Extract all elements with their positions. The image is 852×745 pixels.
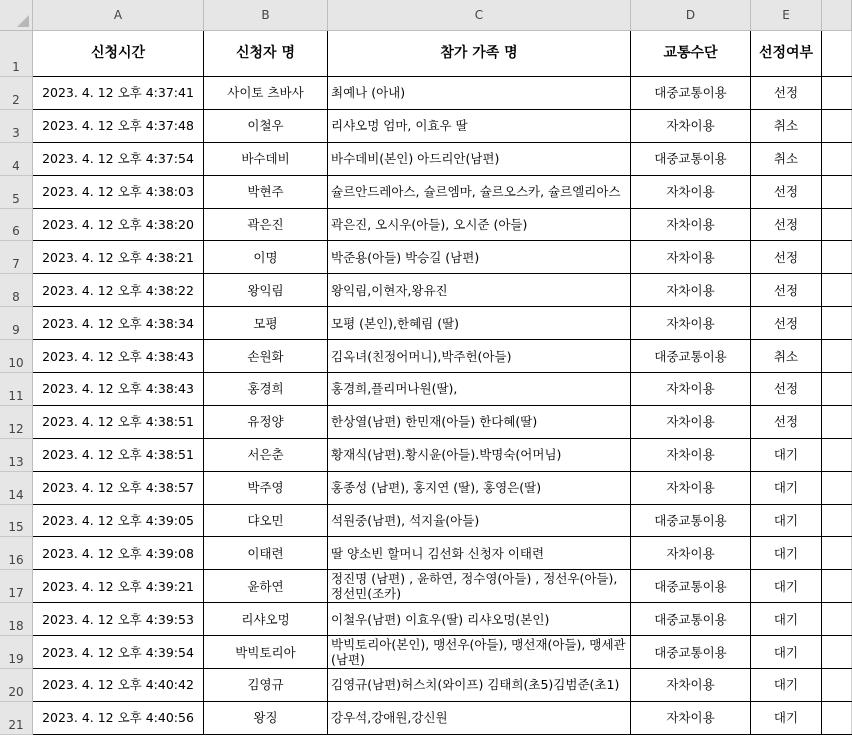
cell-time[interactable]: 2023. 4. 12 오후 4:38:22: [33, 274, 204, 306]
empty-cell[interactable]: [822, 274, 852, 306]
row-header[interactable]: 7: [0, 241, 33, 274]
cell-transport[interactable]: 자차이용: [631, 537, 751, 569]
cell-time[interactable]: 2023. 4. 12 오후 4:37:41: [33, 77, 204, 109]
cell-family[interactable]: 김옥녀(친정어머니),박주헌(아들): [328, 340, 631, 372]
cell-transport[interactable]: 자차이용: [631, 472, 751, 504]
cell-status[interactable]: 대기: [751, 439, 822, 471]
empty-cell[interactable]: [822, 110, 852, 142]
cell-applicant[interactable]: 댜오민: [204, 505, 328, 537]
empty-cell[interactable]: [822, 307, 852, 339]
row-header[interactable]: 17: [0, 570, 33, 603]
cell-family[interactable]: 곽은진, 오시우(아들), 오시준 (아들): [328, 209, 631, 241]
row-header[interactable]: 1: [0, 31, 33, 77]
cell-transport[interactable]: 대중교통이용: [631, 603, 751, 635]
cell-status[interactable]: 대기: [751, 636, 822, 668]
cell-status[interactable]: 취소: [751, 143, 822, 175]
cell-applicant[interactable]: 왕징: [204, 702, 328, 734]
select-all-corner[interactable]: [0, 0, 33, 31]
table-row: [33, 702, 852, 735]
row-header[interactable]: 15: [0, 505, 33, 538]
cell-applicant[interactable]: 모평: [204, 307, 328, 339]
table-row: [33, 143, 852, 176]
column-header-e[interactable]: E: [751, 0, 822, 31]
cell-transport[interactable]: 자차이용: [631, 241, 751, 273]
row-header[interactable]: 5: [0, 176, 33, 209]
cell-transport[interactable]: 자차이용: [631, 439, 751, 471]
empty-cell[interactable]: [822, 570, 852, 602]
table-row: [33, 373, 852, 406]
cell-status[interactable]: 대기: [751, 505, 822, 537]
empty-cell[interactable]: [822, 636, 852, 668]
cell-time[interactable]: 2023. 4. 12 오후 4:38:20: [33, 209, 204, 241]
row-header[interactable]: 16: [0, 537, 33, 570]
cell-transport[interactable]: 대중교통이용: [631, 77, 751, 109]
empty-cell[interactable]: [822, 209, 852, 241]
cell-transport[interactable]: 자차이용: [631, 307, 751, 339]
table-row: [33, 570, 852, 603]
cell-time[interactable]: 2023. 4. 12 오후 4:39:08: [33, 537, 204, 569]
cell-time[interactable]: 2023. 4. 12 오후 4:38:51: [33, 439, 204, 471]
cell-family[interactable]: 한상열(남편) 한민재(아들) 한다혜(딸): [328, 406, 631, 438]
cell-applicant[interactable]: 유정양: [204, 406, 328, 438]
cell-family[interactable]: 이철우(남편) 이효우(딸) 리샤오멍(본인): [328, 603, 631, 635]
cell-time[interactable]: 2023. 4. 12 오후 4:38:34: [33, 307, 204, 339]
cell-time[interactable]: 2023. 4. 12 오후 4:38:03: [33, 176, 204, 208]
cell-applicant[interactable]: 김영규: [204, 669, 328, 701]
row-header[interactable]: 4: [0, 143, 33, 176]
cell-status[interactable]: 선정: [751, 176, 822, 208]
cell-status[interactable]: 선정: [751, 209, 822, 241]
empty-cell[interactable]: [822, 373, 852, 405]
cell-status[interactable]: 대기: [751, 537, 822, 569]
cell-applicant[interactable]: 박현주: [204, 176, 328, 208]
cell-status[interactable]: 취소: [751, 110, 822, 142]
cell-time[interactable]: 2023. 4. 12 오후 4:38:57: [33, 472, 204, 504]
table-row: [33, 603, 852, 636]
cell-family[interactable]: 석원중(남편), 석지율(아들): [328, 505, 631, 537]
table-row: [33, 209, 852, 242]
empty-cell[interactable]: [822, 176, 852, 208]
cell-transport[interactable]: 자차이용: [631, 373, 751, 405]
empty-cell[interactable]: [822, 31, 852, 76]
cell-time[interactable]: 2023. 4. 12 오후 4:40:42: [33, 669, 204, 701]
row-header[interactable]: 19: [0, 636, 33, 669]
cell-family[interactable]: 강우석,강애원,강신원: [328, 702, 631, 734]
cell-applicant[interactable]: 리샤오멍: [204, 603, 328, 635]
cell-family[interactable]: 홍경희,플리머나원(딸),: [328, 373, 631, 405]
cell-status[interactable]: 대기: [751, 603, 822, 635]
row-header[interactable]: 18: [0, 603, 33, 636]
cell-status[interactable]: 대기: [751, 570, 822, 602]
cell-transport[interactable]: 자차이용: [631, 669, 751, 701]
table-row: [33, 537, 852, 570]
table-row: [33, 340, 852, 373]
cell-applicant[interactable]: 박주영: [204, 472, 328, 504]
row-header[interactable]: 3: [0, 110, 33, 143]
cell-time[interactable]: 2023. 4. 12 오후 4:37:48: [33, 110, 204, 142]
cell-applicant[interactable]: 이명: [204, 241, 328, 273]
cell-transport[interactable]: 자차이용: [631, 176, 751, 208]
empty-cell[interactable]: [822, 669, 852, 701]
cell-transport[interactable]: 자차이용: [631, 110, 751, 142]
cell-family[interactable]: 정진명 (남편) , 윤하연, 정수영(아들) , 정선우(아들), 정선민(조카): [328, 570, 631, 602]
empty-cell[interactable]: [822, 472, 852, 504]
cell-status[interactable]: 대기: [751, 669, 822, 701]
cell-transport[interactable]: 대중교통이용: [631, 143, 751, 175]
cell-applicant[interactable]: 이태련: [204, 537, 328, 569]
cell-family[interactable]: 박준용(아들) 박승길 (남편): [328, 241, 631, 273]
table-row: [33, 176, 852, 209]
row-header[interactable]: 11: [0, 373, 33, 406]
row-header[interactable]: 8: [0, 274, 33, 307]
cell-status[interactable]: 선정: [751, 241, 822, 273]
cell-family[interactable]: 황재식(남편).황시윤(아들).박명숙(어머님): [328, 439, 631, 471]
cell-family[interactable]: 리샤오멍 엄마, 이효우 딸: [328, 110, 631, 142]
cell-transport[interactable]: 자차이용: [631, 702, 751, 734]
cell-transport[interactable]: 대중교통이용: [631, 570, 751, 602]
cell-family[interactable]: 바수데비(본인) 아드리안(남편): [328, 143, 631, 175]
cell-applicant[interactable]: 서은춘: [204, 439, 328, 471]
cell-transport[interactable]: 대중교통이용: [631, 340, 751, 372]
column-header-b[interactable]: B: [204, 0, 328, 31]
cell-family[interactable]: 딸 양소빈 할머니 김선화 신청자 이태련: [328, 537, 631, 569]
cell-time[interactable]: 2023. 4. 12 오후 4:39:53: [33, 603, 204, 635]
table-row: [33, 636, 852, 669]
cell-family[interactable]: 홍종성 (남편), 홍지연 (딸), 홍영은(딸): [328, 472, 631, 504]
cell-status[interactable]: 선정: [751, 373, 822, 405]
cell-family[interactable]: 모평 (본인),한혜림 (딸): [328, 307, 631, 339]
cell-time[interactable]: 2023. 4. 12 오후 4:38:43: [33, 340, 204, 372]
table-row: [33, 241, 852, 274]
cell-time[interactable]: 2023. 4. 12 오후 4:39:05: [33, 505, 204, 537]
row-header[interactable]: 14: [0, 472, 33, 505]
cell-applicant[interactable]: 바수데비: [204, 143, 328, 175]
row-header[interactable]: 20: [0, 669, 33, 702]
column-header-d[interactable]: D: [631, 0, 751, 31]
cell-time[interactable]: 2023. 4. 12 오후 4:40:56: [33, 702, 204, 734]
empty-cell[interactable]: [822, 603, 852, 635]
table-row: [33, 505, 852, 538]
cell-family[interactable]: 왕익림,이현자,왕유진: [328, 274, 631, 306]
table-row: [33, 439, 852, 472]
header-cell-applicant[interactable]: 신청자 명: [204, 31, 328, 76]
cell-family[interactable]: 김영규(남편)허스치(와이프) 김태희(초5)김범준(초1): [328, 669, 631, 701]
empty-cell[interactable]: [822, 702, 852, 734]
column-header-c[interactable]: C: [328, 0, 631, 31]
cell-applicant[interactable]: 윤하연: [204, 570, 328, 602]
cell-time[interactable]: 2023. 4. 12 오후 4:37:54: [33, 143, 204, 175]
cell-status[interactable]: 선정: [751, 406, 822, 438]
cell-applicant[interactable]: 사이토 츠바사: [204, 77, 328, 109]
row-header[interactable]: 6: [0, 209, 33, 242]
cell-status[interactable]: 취소: [751, 340, 822, 372]
cell-family[interactable]: 박빅토리아(본인), 맹선우(아들), 맹선재(아들), 맹세관(남편): [328, 636, 631, 668]
cell-time[interactable]: 2023. 4. 12 오후 4:39:54: [33, 636, 204, 668]
table-row: [33, 669, 852, 702]
cell-applicant[interactable]: 이철우: [204, 110, 328, 142]
row-header[interactable]: 2: [0, 77, 33, 110]
row-headers: [0, 31, 33, 735]
cell-status[interactable]: 선정: [751, 274, 822, 306]
empty-cell[interactable]: [822, 241, 852, 273]
empty-cell[interactable]: [822, 439, 852, 471]
header-cell-family[interactable]: 참가 가족 명: [328, 31, 631, 76]
row-header[interactable]: 9: [0, 307, 33, 340]
cell-applicant[interactable]: 박빅토리아: [204, 636, 328, 668]
table-row: [33, 307, 852, 340]
empty-cell[interactable]: [822, 340, 852, 372]
empty-cell[interactable]: [822, 77, 852, 109]
row-header[interactable]: 13: [0, 439, 33, 472]
cell-applicant[interactable]: 홍경희: [204, 373, 328, 405]
empty-cell[interactable]: [822, 537, 852, 569]
cell-time[interactable]: 2023. 4. 12 오후 4:38:21: [33, 241, 204, 273]
table-row: [33, 472, 852, 505]
cell-grid: [33, 31, 852, 735]
column-header-a[interactable]: A: [33, 0, 204, 31]
table-row: [33, 274, 852, 307]
cell-family[interactable]: 슐르안드레아스, 슐르엠마, 슐르오스카, 슐르엘리아스: [328, 176, 631, 208]
cell-transport[interactable]: 자차이용: [631, 406, 751, 438]
cell-applicant[interactable]: 손원화: [204, 340, 328, 372]
select-all-icon: [17, 15, 29, 27]
header-cell-status[interactable]: 선정여부: [751, 31, 822, 76]
cell-transport[interactable]: 자차이용: [631, 209, 751, 241]
row-header[interactable]: 12: [0, 406, 33, 439]
cell-time[interactable]: 2023. 4. 12 오후 4:38:43: [33, 373, 204, 405]
cell-time[interactable]: 2023. 4. 12 오후 4:39:21: [33, 570, 204, 602]
empty-cell[interactable]: [822, 406, 852, 438]
column-headers: [33, 0, 852, 31]
table-row: [33, 406, 852, 439]
cell-transport[interactable]: 자차이용: [631, 274, 751, 306]
header-row: [33, 31, 852, 77]
cell-applicant[interactable]: 왕익림: [204, 274, 328, 306]
empty-cell[interactable]: [822, 143, 852, 175]
cell-family[interactable]: 최예나 (아내): [328, 77, 631, 109]
header-cell-transport[interactable]: 교통수단: [631, 31, 751, 76]
header-cell-time[interactable]: 신청시간: [33, 31, 204, 76]
cell-status[interactable]: 대기: [751, 472, 822, 504]
cell-status[interactable]: 선정: [751, 307, 822, 339]
column-header-f[interactable]: [822, 0, 852, 31]
row-header[interactable]: 10: [0, 340, 33, 373]
cell-status[interactable]: 대기: [751, 702, 822, 734]
table-row: [33, 77, 852, 110]
row-header[interactable]: 21: [0, 702, 33, 735]
cell-time[interactable]: 2023. 4. 12 오후 4:38:51: [33, 406, 204, 438]
empty-cell[interactable]: [822, 505, 852, 537]
cell-applicant[interactable]: 곽은진: [204, 209, 328, 241]
cell-status[interactable]: 선정: [751, 77, 822, 109]
cell-transport[interactable]: 대중교통이용: [631, 505, 751, 537]
table-row: [33, 110, 852, 143]
cell-transport[interactable]: 대중교통이용: [631, 636, 751, 668]
